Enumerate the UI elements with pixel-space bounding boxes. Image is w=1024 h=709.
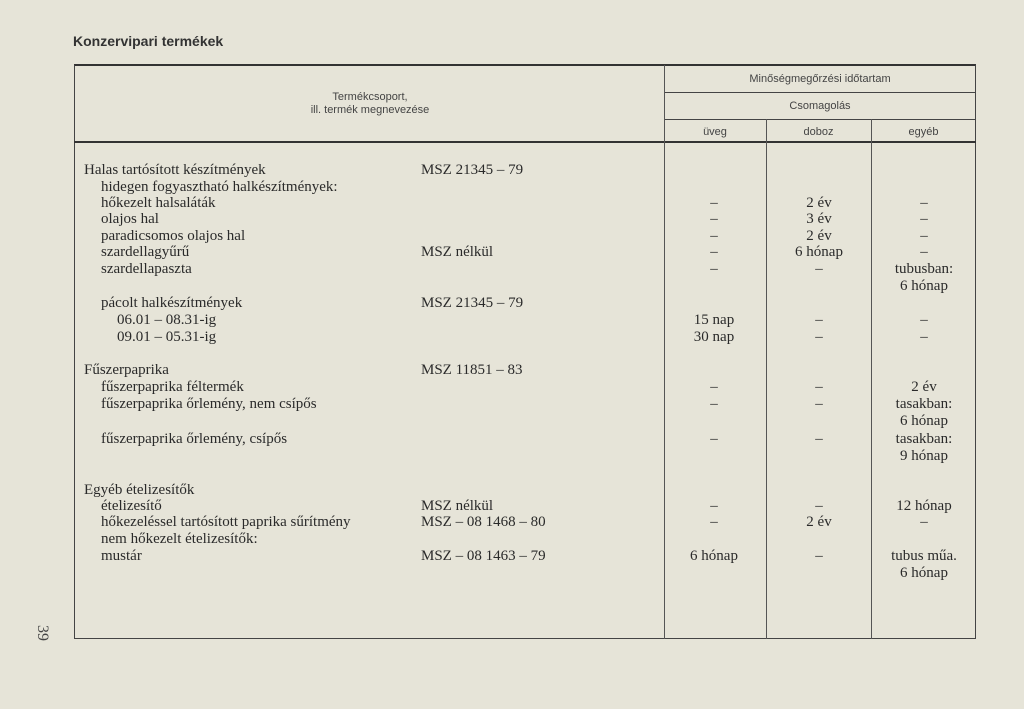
- cell-glass: –: [710, 195, 718, 211]
- header-group-line2: ill. termék megnevezése: [310, 104, 430, 116]
- header-divider-quality: [664, 92, 976, 93]
- product-name: 09.01 – 05.31-ig: [117, 329, 217, 345]
- table-row: [0, 261, 1024, 278]
- product-name: fűszerpaprika féltermék: [101, 379, 244, 395]
- cell-glass: –: [710, 228, 718, 244]
- cell-box: –: [815, 548, 823, 564]
- table-row: [0, 413, 1024, 430]
- cell-box: –: [815, 396, 823, 412]
- header-group: [270, 91, 470, 117]
- header-divider-packaging: [664, 119, 976, 120]
- product-name: Egyéb ételizesítők: [84, 482, 195, 498]
- product-name: olajos hal: [101, 211, 159, 227]
- product-name: hidegen fogyasztható halkészítmények:: [101, 179, 338, 195]
- cell-box: 2 év: [806, 195, 832, 211]
- product-name: mustár: [101, 548, 142, 564]
- page-number: 39: [34, 625, 51, 641]
- cell-glass: 6 hónap: [690, 548, 738, 564]
- table-row: [0, 431, 1024, 448]
- cell-other: –: [920, 195, 928, 211]
- cell-box: –: [815, 379, 823, 395]
- standard-code: MSZ nélkül: [421, 244, 494, 260]
- standard-code: MSZ 21345 – 79: [421, 295, 524, 311]
- table-row: [0, 498, 1024, 515]
- cell-other: –: [920, 228, 928, 244]
- cell-box: 2 év: [806, 228, 832, 244]
- header-col-box: doboz: [803, 126, 834, 138]
- product-name: szardellagyűrű: [101, 244, 190, 260]
- product-name: pácolt halkészítmények: [101, 295, 243, 311]
- cell-box: 2 év: [806, 514, 832, 530]
- cell-other: tasakban:: [895, 396, 953, 412]
- product-name: paradicsomos olajos hal: [101, 228, 246, 244]
- cell-other: –: [920, 312, 928, 328]
- cell-other: 9 hónap: [900, 448, 948, 464]
- header-bottom-line: [74, 141, 976, 143]
- header-col-glass: üveg: [703, 126, 727, 138]
- product-name: fűszerpaprika őrlemény, nem csípős: [101, 396, 317, 412]
- cell-glass: –: [710, 244, 718, 260]
- product-name: szardellapaszta: [101, 261, 192, 277]
- cell-box: 3 év: [806, 211, 832, 227]
- cell-other: –: [920, 211, 928, 227]
- table-row: [0, 179, 1024, 196]
- table-row: [0, 565, 1024, 582]
- table-row: [0, 228, 1024, 245]
- table-row: [0, 329, 1024, 346]
- cell-other: 6 hónap: [900, 413, 948, 429]
- standard-code: MSZ – 08 1468 – 80: [421, 514, 546, 530]
- table-row: [0, 482, 1024, 499]
- table-row: [0, 379, 1024, 396]
- table-row: [0, 278, 1024, 295]
- table-row: [0, 531, 1024, 548]
- cell-other: tasakban:: [895, 431, 953, 447]
- cell-other: 2 év: [911, 379, 937, 395]
- product-name: Fűszerpaprika: [84, 362, 169, 378]
- product-name: fűszerpaprika őrlemény, csípős: [101, 431, 288, 447]
- table-row: [0, 195, 1024, 212]
- cell-other: tubusban:: [894, 261, 954, 277]
- product-name: 06.01 – 08.31-ig: [117, 312, 217, 328]
- product-name: hőkezelt halsaláták: [101, 195, 216, 211]
- cell-box: –: [815, 498, 823, 514]
- table-row: [0, 362, 1024, 379]
- cell-box: –: [815, 312, 823, 328]
- table-row: [0, 448, 1024, 465]
- cell-glass: –: [710, 498, 718, 514]
- table-row: [0, 162, 1024, 179]
- cell-glass: 30 nap: [693, 329, 735, 345]
- cell-other: –: [920, 244, 928, 260]
- cell-glass: 15 nap: [693, 312, 735, 328]
- table-row: [0, 295, 1024, 312]
- cell-box: 6 hónap: [795, 244, 843, 260]
- header-group-line1: Termékcsoport,: [332, 91, 408, 103]
- table-row: [0, 312, 1024, 329]
- product-name: Halas tartósított készítmények: [84, 162, 266, 178]
- standard-code: MSZ 11851 – 83: [421, 362, 523, 378]
- cell-glass: –: [710, 211, 718, 227]
- header-packaging: Csomagolás: [789, 100, 851, 112]
- cell-other: –: [920, 514, 928, 530]
- product-name: hőkezeléssel tartósított paprika sűrítmény: [101, 514, 351, 530]
- cell-box: –: [815, 329, 823, 345]
- header-col-other: egyéb: [908, 126, 939, 138]
- cell-other: 6 hónap: [900, 565, 948, 581]
- standard-code: MSZ nélkül: [421, 498, 494, 514]
- standard-code: MSZ – 08 1463 – 79: [421, 548, 546, 564]
- table-row: [0, 211, 1024, 228]
- product-name: ételizesítő: [101, 498, 162, 514]
- page-title: Konzervipari termékek: [73, 33, 224, 49]
- table-row: [0, 514, 1024, 531]
- cell-other: –: [920, 329, 928, 345]
- standard-code: MSZ 21345 – 79: [421, 162, 524, 178]
- cell-glass: –: [710, 261, 718, 277]
- cell-other: 12 hónap: [896, 498, 952, 514]
- table-row: [0, 396, 1024, 413]
- cell-box: –: [815, 261, 823, 277]
- header-quality: Minőségmegőrzési időtartam: [749, 73, 891, 85]
- cell-other: tubus műa.: [891, 548, 957, 564]
- table-row: [0, 548, 1024, 565]
- cell-glass: –: [710, 431, 718, 447]
- cell-glass: –: [710, 379, 718, 395]
- cell-glass: –: [710, 514, 718, 530]
- table-row: [0, 244, 1024, 261]
- cell-other: 6 hónap: [900, 278, 948, 294]
- cell-box: –: [815, 431, 823, 447]
- cell-glass: –: [710, 396, 718, 412]
- product-name: nem hőkezelt ételizesítők:: [101, 531, 258, 547]
